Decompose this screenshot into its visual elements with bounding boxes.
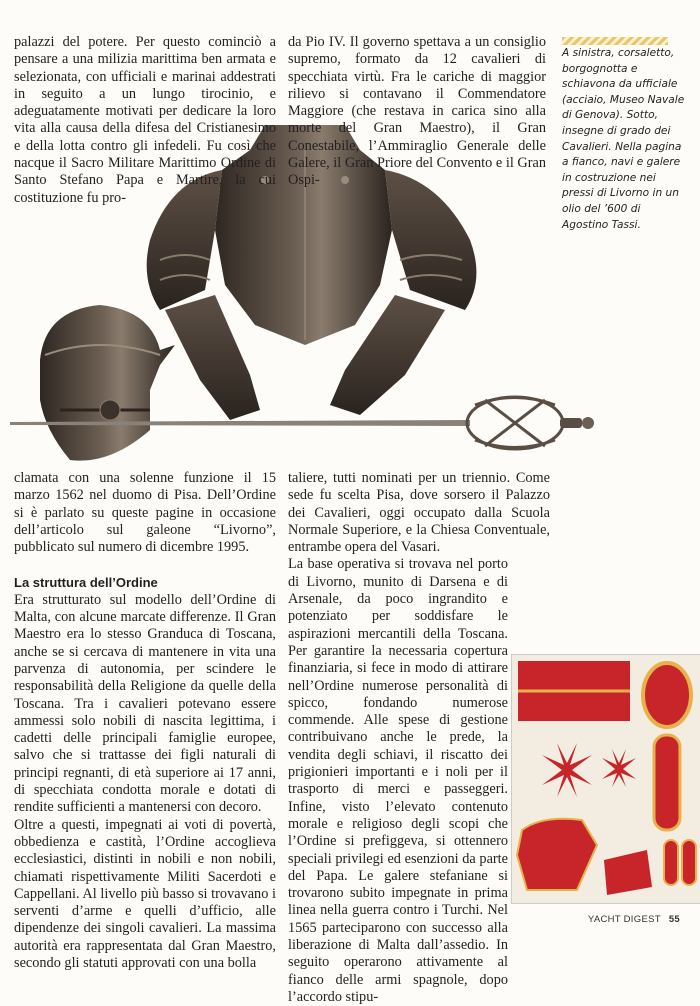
oval-badge [643, 663, 691, 727]
insignia-illustration [511, 654, 700, 904]
paragraph: clamata con una solenne funzione il 15 marzo 1562 nel duomo di Pisa. Dell’Ordine si è parlato su queste pagine in occasione dell’articolo sul galeone “Livorno”, pubblicato sul numero di dicembre 1995. [14, 470, 276, 556]
section-subheading: La struttura dell’Ordine [14, 575, 158, 591]
article-column-1-top [14, 34, 276, 207]
photo-caption: A sinistra, corsaletto, borgognotta e schiavona da ufficiale (acciaio, Museo Navale di Genova). Sotto, insegne di grado dei Cavalieri. Nella pagina a fianco, navi e galere in costruzione nei pressi di Livorno in un olio del ’600 di Agostino Tassi. [562, 47, 685, 231]
article-column-1-bottom [14, 470, 276, 972]
page-number: 55 [668, 914, 680, 925]
paragraph: Era strutturato sul modello dell’Ordine di Malta, con alcune marcate differenze. Il Gran Maestro era lo stesso Granduca di Toscana, anche se si cercava di mantenere in vita una parvenza di autonomia, per scindere le responsabilità della Religione da quelle della Toscana. Tra i cavalieri potevano essere ammessi solo nobili di nascita legittima, i cadetti delle principali famiglie europee, salvo che si trattasse dei figli naturali di principi regnanti, di età superiore ai 17 anni, di specchiata condotta morale e dotati di rendite sufficienti a mantenersi con decoro. [14, 591, 276, 816]
stripe-badge [654, 735, 680, 830]
paragraph: La base operativa si trovava nel porto di Livorno, munito di Darsena e di Arsenale, da poco ingrandito e potenziato per soddisfare le aspirazioni mercantili della Toscana. Per garantire la necessaria copertura finanziaria, si fece in modo di attirare nell’Ordine numerose personalità di spicco, fondando numerose commende. Alle spese di gestione contribuivano anche le prede, la vendita degli schiavi, il riscatto dei prigionieri importanti e i noli per il trasporto di merci e passeggeri. Infine, visto l’elevato contenuto morale e religioso degli scopi che l’Ordine si prefiggeva, si ottennero speciali privilegi ed esenzioni da parte del Papa. Le galere stefaniane si trovarono subito impegnate in prima linea nella guerra contro i Turchi. Nel 1565 parteciparono con successo alla liberazione di Malta dall’assedio. In seguito operarono attivamente al fianco delle armi spagnole, dopo l’accordo stipu- [288, 556, 508, 1005]
paragraph: taliere, tutti nominati per un triennio. Come sede fu scelta Pisa, dove sorsero il Palazzo dei Cavalieri, oggi occupato dalla Scuola Normale Superiore, e la Chiesa Conventuale, entrambe opera del Vasari. [288, 470, 550, 556]
page-footer [588, 914, 680, 925]
paragraph: palazzi del potere. Per questo cominciò a pensare a una milizia marittima ben armata e selezionata, con ufficiali e marinai addestrati in seguito a un lungo tirocinio, e adeguatamente motivati per dedicare la loro vita alla causa della difesa del Cristianesimo e della lotta contro gli infedeli. Fu così che nacque il Sacro Militare Marittimo Ordine di Santo Stefano Papa e Martire, la cui costituzione fu pro- [14, 34, 276, 206]
caption-rule [562, 37, 668, 45]
magazine-name: YACHT DIGEST [587, 914, 661, 925]
paragraph: da Pio IV. Il governo spettava a un consiglio supremo, formato da 12 cavalieri di specchiata virtù. Fra le cariche di maggior rilievo si contavano il Commendatore Maggiore (che restava in carica sino alla morte del Gran Maestro), il Gran Conestabile, l’Ammiraglio Generale delle Galere, il Gran Priore del Convento e il Gran Ospi- [288, 34, 546, 189]
paragraph: Oltre a questi, impegnati ai voti di povertà, obbedienza e castità, l’Ordine accoglieva ecclesiastici, distinti in nobili e non nobili, chiamati rispettivamente Militi Sacerdoti e Cappellani. Al livello più basso si trovavano i serventi d’arme e quelli d’ufficio, alle dipendenze dei singoli cavalieri. La massima autorità era rappresentata dal Gran Maestro, secondo gli statuti approvati con una bolla [14, 816, 276, 972]
burgonet-helmet [40, 305, 175, 461]
article-column-2-top [288, 34, 546, 190]
